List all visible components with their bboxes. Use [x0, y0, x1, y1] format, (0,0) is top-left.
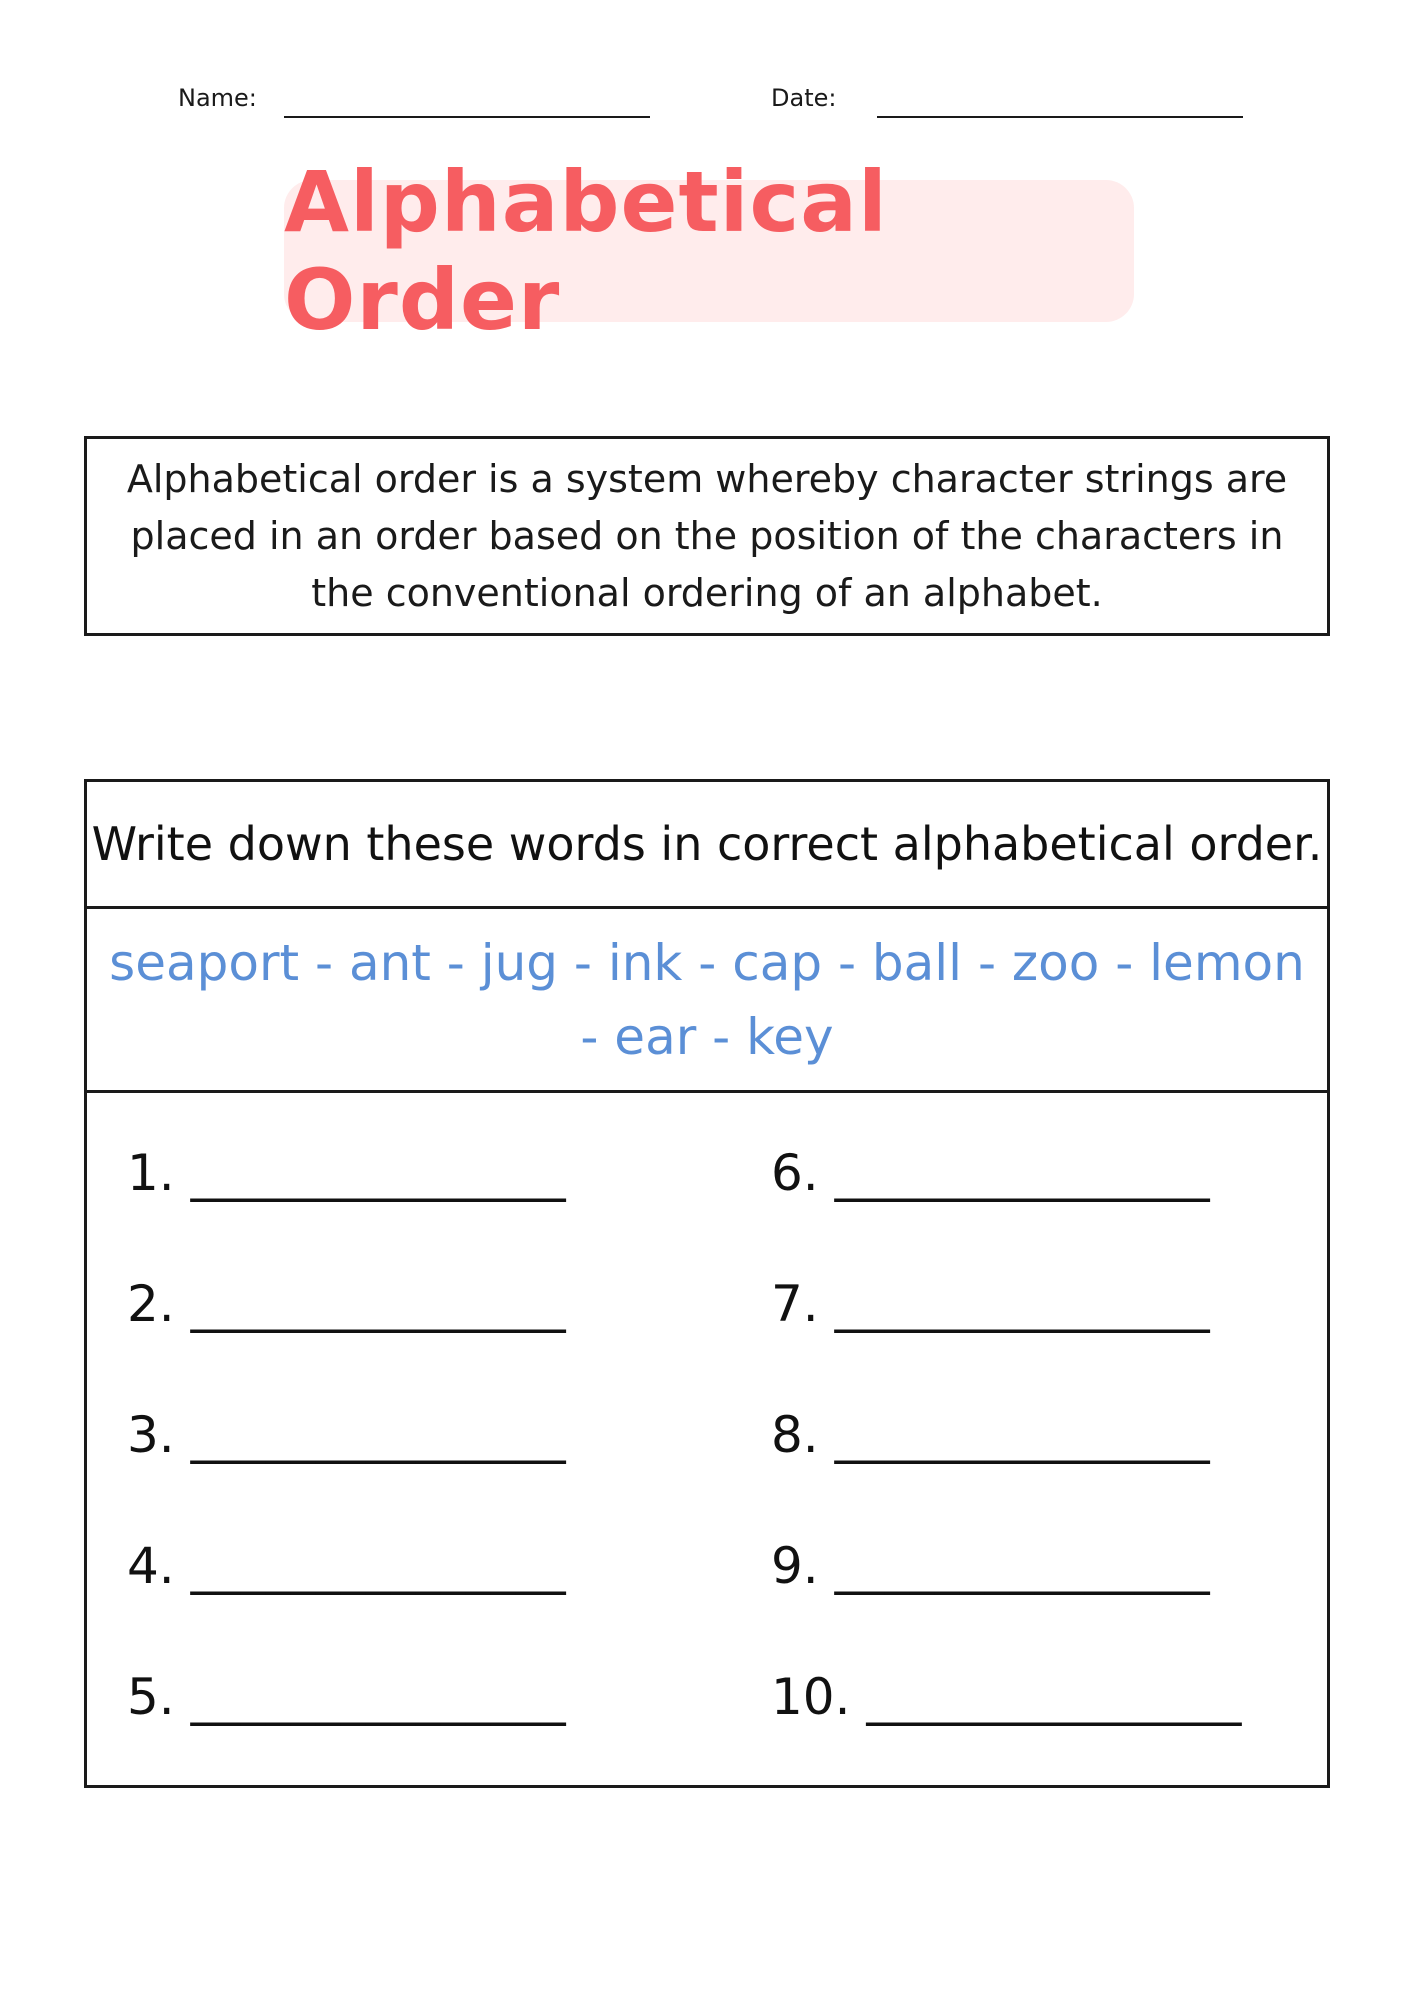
answer-line-8[interactable]: 8. _______________	[771, 1406, 1210, 1464]
answer-line-7[interactable]: 7. _______________	[771, 1275, 1210, 1333]
name-field[interactable]	[284, 116, 650, 118]
answer-line-9[interactable]: 9. _______________	[771, 1537, 1210, 1595]
answer-line-4[interactable]: 4. _______________	[127, 1537, 566, 1595]
answer-line-5[interactable]: 5. _______________	[127, 1668, 566, 1726]
answer-line-10[interactable]: 10. _______________	[771, 1668, 1242, 1726]
answer-line-6[interactable]: 6. _______________	[771, 1144, 1210, 1202]
answer-line-1[interactable]: 1. _______________	[127, 1144, 566, 1202]
page-title: Alphabetical Order	[284, 153, 888, 349]
title-banner	[284, 153, 1134, 349]
instruction-row	[87, 782, 1327, 909]
definition-box	[84, 436, 1330, 636]
date-label: Date:	[771, 84, 837, 112]
definition-text: Alphabetical order is a system whereby character strings are placed in an order based on the position of the characters in the conventional ordering of an alphabet.	[126, 456, 1288, 615]
instruction-text: Write down these words in correct alphabetical order.	[91, 817, 1323, 871]
date-field[interactable]	[877, 116, 1243, 118]
word-bank: seaport - ant - jug - ink - cap - ball - zoo - lemon - ear - key	[109, 933, 1305, 1066]
name-label: Name:	[178, 84, 257, 112]
task-box	[84, 779, 1330, 1788]
answer-line-3[interactable]: 3. _______________	[127, 1406, 566, 1464]
answer-line-2[interactable]: 2. _______________	[127, 1275, 566, 1333]
word-bank-row	[87, 909, 1327, 1093]
